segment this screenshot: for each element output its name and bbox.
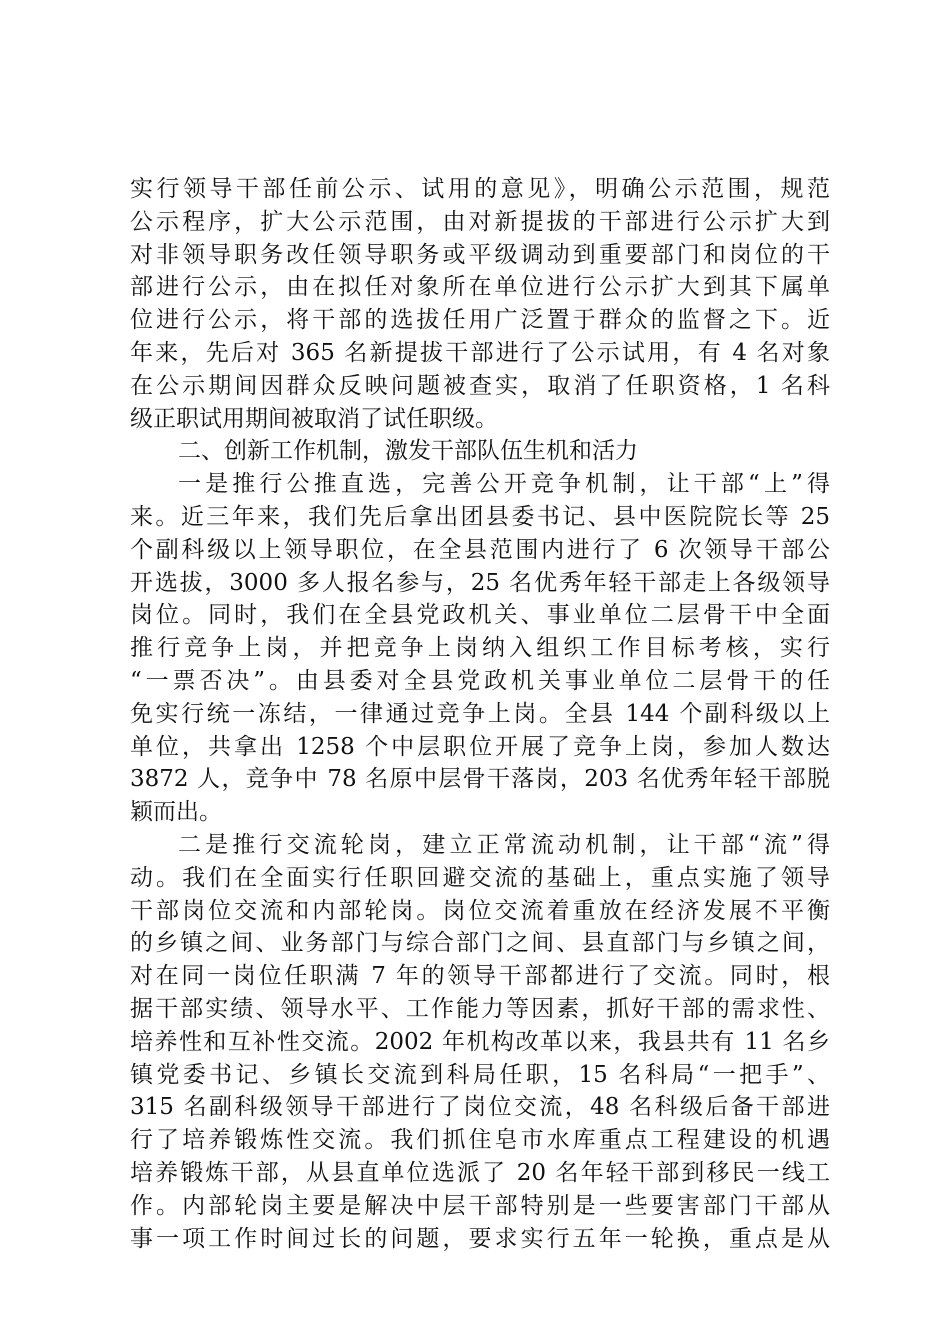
text-line: 行了培养锻炼性交流。我们抓住皂市水库重点工程建设的机遇 xyxy=(130,1127,830,1154)
text-line: 位进行公示，将干部的选拔任用广泛置于群众的监督之下。近 xyxy=(130,307,830,334)
text-line: 免实行统一冻结，一律通过竞争上岗。全县 144 个副科级以上 xyxy=(130,700,830,727)
text-line: 动。我们在全面实行任职回避交流的基础上，重点实施了领导 xyxy=(130,864,830,891)
paragraph xyxy=(130,435,830,468)
text-line: 实行领导干部任前公示、试用的意见》，明确公示范围，规范 xyxy=(130,176,830,202)
paragraph xyxy=(130,829,830,1255)
text-line: 岗位。同时，我们在全县党政机关、事业单位二层骨干中全面 xyxy=(130,602,830,629)
paragraph xyxy=(130,468,830,829)
text-line: 部进行公示，由在拟任对象所在单位进行公示扩大到其下属单 xyxy=(130,274,830,301)
text-line: 对在同一岗位任职满 7 年的领导干部都进行了交流。同时，根 xyxy=(130,963,830,990)
text-line: 据干部实绩、领导水平、工作能力等因素，抓好干部的需求性、 xyxy=(130,995,830,1022)
text-line: “一票否决”。由县委对全县党政机关事业单位二层骨干的任 xyxy=(130,667,830,694)
text-line: 单位，共拿出 1258 个中层职位开展了竞争上岗，参加人数达 xyxy=(130,733,830,760)
text-line: 级正职试用期间被取消了试任职级。 xyxy=(130,405,498,432)
text-line: 干部岗位交流和内部轮岗。岗位交流着重放在经济发展不平衡 xyxy=(130,897,830,924)
text-line: 开选拔，3000 多人报名参与，25 名优秀年轻干部走上各级领导 xyxy=(130,569,830,596)
text-line: 推行竞争上岗，并把竞争上岗纳入组织工作目标考核，实行 xyxy=(130,635,830,662)
text-line: 事一项工作时间过长的问题，要求实行五年一轮换，重点是从 xyxy=(130,1225,830,1252)
text-line: 3872 人，竞争中 78 名原中层骨干落岗，203 名优秀年轻干部脱 xyxy=(130,766,830,793)
text-line: 二是推行交流轮岗，建立正常流动机制，让干部“流”得 xyxy=(178,831,830,858)
text-line: 来。近三年来，我们先后拿出团县委书记、县中医院院长等 25 xyxy=(130,503,830,530)
text-line: 在公示期间因群众反映问题被查实，取消了任职资格，1 名科 xyxy=(130,372,830,399)
text-line: 镇党委书记、乡镇长交流到科局任职，15 名科局“一把手”、 xyxy=(130,1061,830,1088)
text-line: 作。内部轮岗主要是解决中层干部特别是一些要害部门干部从 xyxy=(130,1192,830,1219)
text-line: 的乡镇之间、业务部门与综合部门之间、县直部门与乡镇之间， xyxy=(130,930,830,957)
text-line: 培养性和互补性交流。2002 年机构改革以来，我县共有 11 名乡 xyxy=(130,1028,830,1055)
text-line: 315 名副科级领导干部进行了岗位交流，48 名科级后备干部进 xyxy=(130,1094,830,1121)
paragraph xyxy=(130,173,830,435)
text-line: 公示程序，扩大公示范围，由对新提拔的干部进行公示扩大到 xyxy=(130,208,830,235)
text-line: 个副科级以上领导职位，在全县范围内进行了 6 次领导干部公 xyxy=(130,536,830,563)
text-line: 颖而出。 xyxy=(130,799,222,826)
text-line: 培养锻炼干部，从县直单位选派了 20 名年轻干部到移民一线工 xyxy=(130,1159,830,1186)
text-line: 二、创新工作机制，激发干部队伍生机和活力 xyxy=(178,438,638,465)
document-body xyxy=(130,173,830,1255)
text-line: 一是推行公推直选，完善公开竞争机制，让干部“上”得 xyxy=(178,471,830,498)
text-line: 年来，先后对 365 名新提拔干部进行了公示试用，有 4 名对象 xyxy=(130,339,830,366)
text-line: 对非领导职务改任领导职务或平级调动到重要部门和岗位的干 xyxy=(130,241,830,268)
